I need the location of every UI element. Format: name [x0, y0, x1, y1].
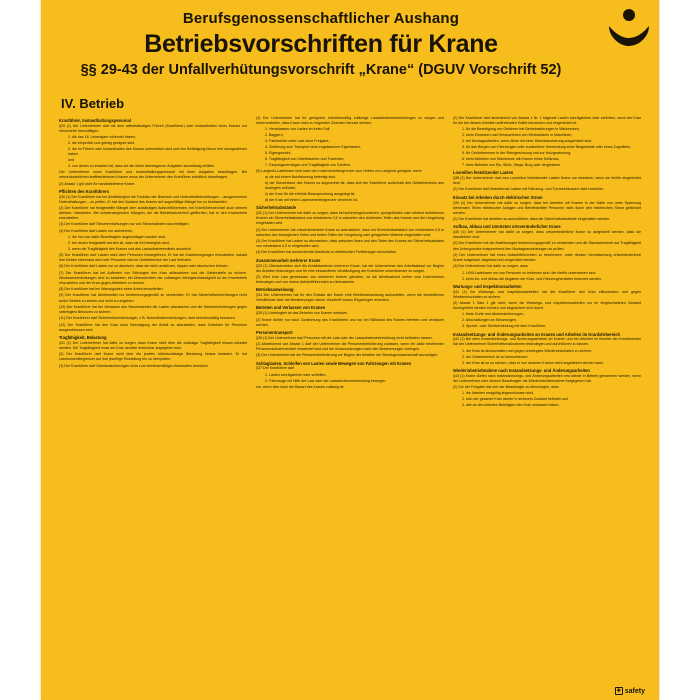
list-item: 1. der Kran ist abzuschalten und gegen unbefugtes Wiedereinschalten zu sichern, — [462, 348, 593, 353]
paragraph: (7) Der Kranführer hat bei Auftreten von Störungen den Kran stillzusetzen und die Gefahrstelle zu sichern. Windwarneinrichtungen sind zu beachten; bei Überschreiten der zulässigen Windgeschwindigkeit ist der Kranbetrieb einzustellen und der Kran gegen Abtreiben zu sichern. — [59, 270, 247, 285]
paragraph: §40 (1) Der Unternehmer hat dafür zu sorgen, dass ortsveränderliche Krane so aufgestellt werden, dass sie standsicher sind. — [453, 230, 641, 240]
list-item: 3. alle an den Arbeiten Beteiligten den Kran verlassen haben. — [462, 403, 560, 408]
list-item: 5. für Gerüstbrennen in der Steingewinnung und zur Holzgewinnung, — [462, 151, 572, 156]
paragraph: (2) Der Kranführer hat Arbeiten so auszuführen, dass die Sicherheitsabstände eingehalten werden. — [453, 217, 611, 221]
paragraph: (2) Der Kranführer darf festsitzende Lasten mit Fahrzeug- und Turmdrehkranen nicht losreißen. — [453, 187, 605, 192]
list-item: d) der Kran mit einem Lastmomentbegrenzer versehen ist. — [265, 198, 358, 203]
list-item: 2. Baggern, — [265, 133, 284, 138]
list-item: 6. beim Abheben von Stammholz mit Kranen eines Seilkrans, — [462, 157, 560, 162]
list-item: 4. Zuführung zum Transport nicht zugelassener Eigenlasten, — [265, 145, 362, 150]
poster-subtitle: Berufsgenossenschaftlicher Aushang — [182, 10, 460, 27]
subsection-heading: Aufbau, Abbau und Umrüsten ortsveränderlicher Krane — [453, 224, 561, 230]
subsection-heading: Personentransport — [256, 329, 293, 335]
list-item: 1. Lasten schrägziehen oder schleifen, — [265, 372, 327, 377]
paragraph: (12) Der Kranführer hat den Kran nach Beendigung der Arbeit so abzustellen, dass Gefahren für Personen ausgeschlossen sind. — [59, 322, 247, 332]
list-item: 4. von denen zu erwarten ist, dass sie die ihnen übertragenen Aufgaben zuverlässig erfüllen. — [68, 164, 216, 169]
poster — [41, 0, 659, 700]
paragraph: (3) Der Unternehmer hat die Personenbeförderung vor Beginn der Arbeiten der Berufsgenossenschaft anzuzeigen. — [256, 353, 439, 358]
text-column-1 — [59, 116, 247, 682]
list-item: 3. Fahrbetrieb unter Last ohne Freigabe, — [265, 139, 330, 144]
list-item: 1. für die Beseitigung von Gefahren bei Betriebsstörungen in Walzwerken, — [462, 127, 580, 132]
paragraph: (2) Vor der Freigabe hat sich der Beauftragte zu überzeugen, dass — [453, 385, 559, 390]
subsection-heading: Betreten und Verlassen von Kranen — [256, 305, 326, 311]
list-item: 3. der Kran ist so zu sichern, dass er von anderen Kranen nicht angefahren werden kann. — [462, 360, 605, 365]
list-item: 3. Sprech- oder Sichtverbindung mit dem Kranführer. — [462, 324, 547, 329]
paragraph: (2) Krane dürfen nur nach Zustimmung des Kranführers und nur bei Stillstand des Kranes betreten und verlassen werden. — [256, 317, 444, 327]
safety-brand-icon: ✚ — [616, 688, 621, 694]
subsection-heading: Losreißen festsitzender Lasten — [453, 170, 514, 176]
section-heading: IV. Betrieb — [61, 96, 125, 111]
list-item: 3. bei Montagearbeiten, wenn diese mit einer Überlastsicherung ausgerüstet sind, — [462, 139, 593, 144]
paragraph: (3) Der Unternehmer hat einen Aufsichtführenden zu bestimmen, unter dessen Verantwortung ortsveränderliche Krane aufgebaut, abgebaut und umgerüstet werden. — [453, 252, 641, 262]
list-item: 2. beim An- und Abbau die Angaben der Kran- und Fahrzeughersteller beachtet werden. — [462, 276, 602, 281]
subsection-heading: Sicherheitsabstände — [256, 205, 297, 211]
paragraph: (4) Der Kranführer darf Lasten nur aufnehmen, — [59, 228, 134, 233]
paragraph: §29 (1) Der Unternehmer darf mit dem selbstständigen Führen (Kranführer) oder Instandhalten eines Kranes nur Versicherte beschäftigen, — [59, 124, 247, 134]
subsection-heading: Zusammenarbeit mehrerer Krane — [256, 257, 321, 263]
subsection-heading: Wiederinbetriebnahme nach Instandsetzungs- und Änderungsarbeiten — [453, 367, 590, 373]
poster-title: Betriebsvorschriften für Krane — [144, 30, 498, 58]
paragraph: (2) Der Unternehmer hat ortsveränderliche Krane so aufzustellen, dass ein Sicherheitsabstand von mindestens 0,5 m zwischen den beweglichen Teilen und festen Teilen der Umgebung oder gelagertem Material eingehalten wird. — [256, 227, 444, 237]
list-item: 1. LKW-Ladekrane nur von Personen zu bedienen sind, die hierfür unterwiesen sind, — [462, 270, 597, 275]
paragraph: (5) Langholz-Ladekrane sind nach den Lastmomentbegrenzer zum Heben von Langholz geeignet, wenn — [256, 168, 422, 173]
subsection-heading: Wartungs- und Inspektionsarbeiten — [453, 283, 522, 289]
paragraph: (3) Der Kranführer darf Überlastsicherungen nicht zum betriebsmäßigen Abschalten benutzen. — [59, 363, 209, 368]
subsection-heading: Schlaglasten, Schleifen von Lasten sowie Bewegen von Fahrzeugen mit Kranen — [256, 360, 412, 366]
paragraph: §33 (1) Überschneiden sich die Arbeitsbereiche mehrerer Krane, hat der Unternehmer den Arbeitsablauf vor Beginn der Arbeiten festzulegen und für eine einwandfreie Verständigung der Kranführer untereinander zu sorgen. — [256, 263, 444, 273]
list-item: 2. beim Einsetzen und Herausziehen von Werkstücken in Maschinen, — [462, 133, 573, 138]
subsection-heading: Kranführer, Instandhaltungspersonal — [59, 118, 131, 124]
paragraph: (2) Der Kranführer darf abweichend von Absatz 1 Nr. 1 folgende Lasten schrägziehen oder schleifen, wenn der Kran für die bei diesem Arbeiten auftretenden Kräfte bemessen und eingerichtet ist: — [453, 116, 641, 126]
paragraph: §36 (1) Der Unternehmer darf Personen mit der Last oder der Lastaufnahmeeinrichtung nicht befördern lassen. — [256, 335, 433, 340]
list-item: und — [68, 158, 74, 163]
poster-paragraph-reference: §§ 29-43 der Unfallverhütungsvorschrift „Krane“ (DGUV Vorschrift 52) — [80, 62, 562, 78]
list-item: c) der Kran für die erhöhte Beanspruchung ausgelegt ist, — [265, 192, 356, 197]
paragraph: (2) Absatz 1 Satz 1 gilt nicht, wenn die Wartungs- und Inspektionsarbeiten nur im eingeschalteten Zustand durchgeführt werden können und abgesichert sind durch: — [453, 301, 641, 311]
subsection-heading: Betriebsanweisung — [256, 287, 294, 293]
paragraph: (4) Der Kranführer hat ausreichende Abstände zu elektrischen Freileitungen einzuhalten. — [256, 250, 397, 255]
dguv-logo-icon — [605, 6, 653, 54]
paragraph: (8) Der Kranführer hat bei Warnsignalen seine Arbeit einzustellen. — [59, 287, 164, 292]
list-item: 6. Tragfähigkeit von Unterflaschen und Traversen, — [265, 157, 345, 162]
list-item: 2. Abschaltungen an Steuerungen, — [462, 318, 518, 323]
paragraph: (2) Der Kranführer hat festgestellte Mängel dem zuständigen Aufsichtführenden, bei Kranführerwechsel auch seinem Ablöser, mitzuteilen. Bei schwerwiegenden Mängeln, die die Betriebssicherheit gefährden, hat er den Kranbetrieb einzustellen. — [59, 206, 247, 221]
paragraph: (3) Der Kranführer darf Steuereinrichtungen nur von Steuerständen aus betätigen. — [59, 222, 190, 227]
paragraph: §31 (1) Der Unternehmer hat dafür zu sorgen, dass Krane nicht über die zulässige Tragfähigkeit hinaus belastet werden. Die Tragfähigkeit muss am Kran deutlich erkennbar angegeben sein. — [59, 340, 247, 350]
paragraph: §34 Der Unternehmer hat für den Einsatz der Krane eine Betriebsanweisung aufzustellen, wenn die betrieblichen Verhältnisse über die Bestimmungen dieser Vorschrift hinaus Regelungen erfordern. — [256, 293, 444, 303]
footer-brand — [615, 687, 645, 695]
paragraph: §32 (1) Der Unternehmer hat dafür zu sorgen, dass bei schienengebundenen, spurgeführten oder ortsfest betriebenen Kranen ein Sicherheitsabstand von mindestens 0,5 m zwischen den äußersten Teilen des Kranes und der Umgebung eingehalten wird. — [256, 211, 444, 226]
paragraph: (4) Der Unternehmer hat dafür zu sorgen, dass — [453, 264, 528, 269]
subsection-heading: Instandsetzungs- und Änderungsarbeiten an Kranen und Arbeiten im Kranfahrbereich — [453, 331, 621, 337]
subsection-heading: Einsatz bei Arbeiten durch elektrischen Strom — [453, 194, 543, 200]
list-item: 1. die das 18. Lebensjahr vollendet haben, — [68, 135, 136, 140]
list-item: 1. Herablassen von Lasten im freien Fall, — [265, 127, 331, 132]
subsection-heading: Pflichten des Kranführers — [59, 188, 110, 194]
paragraph: (10) Der Kranführer hat bei Verlassen des Steuerstandes die Lasten abzusetzen und die Steuereinrichtungen gegen unbefugtes Benutzen zu sichern. — [59, 304, 247, 314]
paragraph: (2) Wird eine Last gemeinsam von mehreren Kranen gehoben, ist die Arbeitsablauf vorher vom Unternehmer festzulegen und von einem Aufsichtführenden zu überwachen. — [256, 274, 444, 284]
paragraph: (5) Der Kranführer darf Lasten nicht über Personen hinwegführen. Er hat die Kranbewegungen einzustellen, sobald ihm Gefahr erkennbar wird oder Personen sich im Gefahrbereich der Last befinden. — [59, 252, 247, 262]
paragraph: §42 (1) Bei allen Instandsetzungs- und Änderungsarbeiten an Kranen und bei Arbeiten im Bereich der Kranfahrbahn hat der Unternehmer Sicherheitsmaßnahmen festzulegen und durchführen zu lassen. — [453, 337, 641, 347]
subsection-heading: Tragfähigkeit, Belastung — [59, 334, 107, 340]
list-item: a) sie auf einem Nutzfahrzeug befestigt sind, — [265, 175, 337, 180]
list-item: 2. Fahrzeuge mit Hilfe der Last oder der Lastaufnahmeeinrichtung bewegen — [265, 378, 386, 383]
text-column-3 — [453, 116, 641, 682]
paragraph: (4) Der Unternehmer hat für geeignete, betriebsmäßig zulässige Lastaufnahmeeinrichtungen zu sorgen und sicherzustellen, dass Krane nicht zu folgenden Zwecken benutzt werden: — [256, 116, 444, 126]
paragraph: (2) Der Kranführer hat die Abstützungen bestimmungsgemäß zu verwenden und die Standsicherheit auf Tragfähigkeit des Untergrundes entsprechend den Montageanweisungen zu prüfen. — [453, 241, 641, 251]
list-item: 1. die Arbeiten endgültig abgeschlossen sind, — [462, 391, 535, 396]
paragraph: §35 (1) Unbefugten ist das Betreten von Kranen verboten. — [256, 311, 349, 316]
paragraph: §37 Der Kranführer darf — [256, 366, 294, 371]
text-column-2 — [256, 116, 444, 682]
list-item: 7. Fassungsvermögen und Tragfähigkeit von Greifern. — [265, 163, 351, 168]
paragraph: §43 (1) Krane dürfen nach Instandsetzungs- und Änderungsarbeiten erst wieder in Betrieb genommen werden, wenn der Unternehmer oder dessen Beauftragter die Wiederinbetriebnahme freigegeben hat. — [453, 373, 641, 383]
paragraph: (2) Absatz 1 gilt nicht für handbetriebene Krane. — [59, 181, 136, 186]
list-item: 2. die körperlich und geistig geeignet sind, — [68, 141, 136, 146]
brand-name: safety — [624, 687, 645, 695]
paragraph: (3) Der Kranführer hat Lasten so abzusetzen, dass zwischen ihnen und den Teilen des Kranes ein Sicherheitsabstand von mindestens 0,5 m eingehalten wird. — [256, 239, 444, 249]
list-item: 2. der Gefahrbereich ist zu kennzeichnen, — [462, 354, 529, 359]
paragraph: (6) Der Kranführer darf Lasten nur so absetzen, dass sie nicht umstürzen, kippen oder abrutschen können. — [59, 264, 229, 269]
list-item: b) der Steuerstand des Kranes so angeordnet ist, dass sich der Kranführer außerhalb des Gefahrbereichs des Auslegers befindet, — [265, 181, 444, 191]
list-item: 3. die im Führen oder Instandhalten des Kranes unterwiesen sind und ihre Befähigung hierzu ihm nachgewiesen haben — [68, 147, 247, 157]
list-item: 2. sich der gesamte Kran wieder in sicherem Zustand befindet und — [462, 397, 568, 402]
paragraph: nur, wenn dies nach der Bauart des Kranes zulässig ist. — [256, 384, 345, 389]
paragraph: §39 (1) Der Unternehmer hat dafür zu sorgen, dass bei Arbeiten mit Kranen in der Nähe von unter Spannung stehenden Teilen elektrischer Anlagen und Betriebsmittel Personen nicht durch den elektrischen Strom gefährdet werden. — [453, 200, 641, 215]
paragraph: §41 (1) Vor Wartungs- und Inspektionsarbeiten hat der Kranführer den Kran stillzusetzen und gegen Wiedereinschalten zu sichern. — [453, 289, 641, 299]
list-item: 4. für das Bergen von Fahrzeugen oder zusätzlicher Verwendung einer Bergewinde oder eines Zugmittels, — [462, 145, 632, 150]
paragraph: (11) Der Kranführer darf Sicherheitseinrichtungen, z.B. Notendhalteinrichtungen, nicht betriebsmäßig benutzen. — [59, 316, 236, 321]
paragraph: (2) Abweichend von Absatz 1 darf der Unternehmer die Personenbeförderung zulassen, wenn ein dafür bestimmter Personenaufnahmemittel verwendet wird und die Voraussetzungen nach den Bestimmungen vorliegen. — [256, 341, 444, 352]
list-item: 5. Eigengewicht, — [265, 151, 292, 156]
paragraph: (2) Der Kranführer darf Krane nicht über die jeweils höchstzulässige Belastung hinaus belasten. Er hat Lastmomentbegrenzer auf ihre jeweilige Einstellung hin zu überprüfen. — [59, 352, 247, 362]
list-item: 7. beim Befreien von Eis, Strüh, Stega, Burg oder dergleichen. — [462, 163, 562, 168]
list-item: 2. bei denen festgestellt worden ist, dass sie frei beweglich sind, — [68, 241, 171, 246]
paragraph: §30 (1) Der Kranführer hat bei Arbeitsbeginn die Funktion der Bremsen und Notendhalteinrichtungen – ausgenommen Notendhaltungen – zu prüfen. Er hat den Zustand des Kranes auf augenfällige Mängel hin zu beobachten. — [59, 194, 247, 204]
paragraph: §38 (1) Der Unternehmer darf zum Losreißen festsitzender Lasten Krane nur einsetzen, wenn sie hierfür eingerichtet sind. — [453, 176, 641, 186]
paragraph: Der Unternehmer muss Kranführer und Instandhaltungspersonal mit ihren Aufgaben beauftragen. Bei ortsveränderlichen kraftbetriebenen Kranen muss der Unternehmer den Kranführer schriftlich beauftragen. — [59, 170, 247, 180]
list-item: 3. wenn die Tragfähigkeit des Kranes und des Lastaufnahmemittels ausreicht. — [68, 247, 192, 252]
paragraph: (9) Der Kranführer hat Arbeitsmittel nur bestimmungsgemäß zu verwenden. Er hat Sicherheitseinrichtungen nicht außer Betrieb zu setzen und nicht zu umgehen. — [59, 293, 247, 303]
list-item: 1. feste Gurte und Absturzsicherungen, — [462, 312, 525, 317]
list-item: 1. die ihm von dafür Beauftragten angeschlagen worden sind, — [68, 235, 166, 240]
